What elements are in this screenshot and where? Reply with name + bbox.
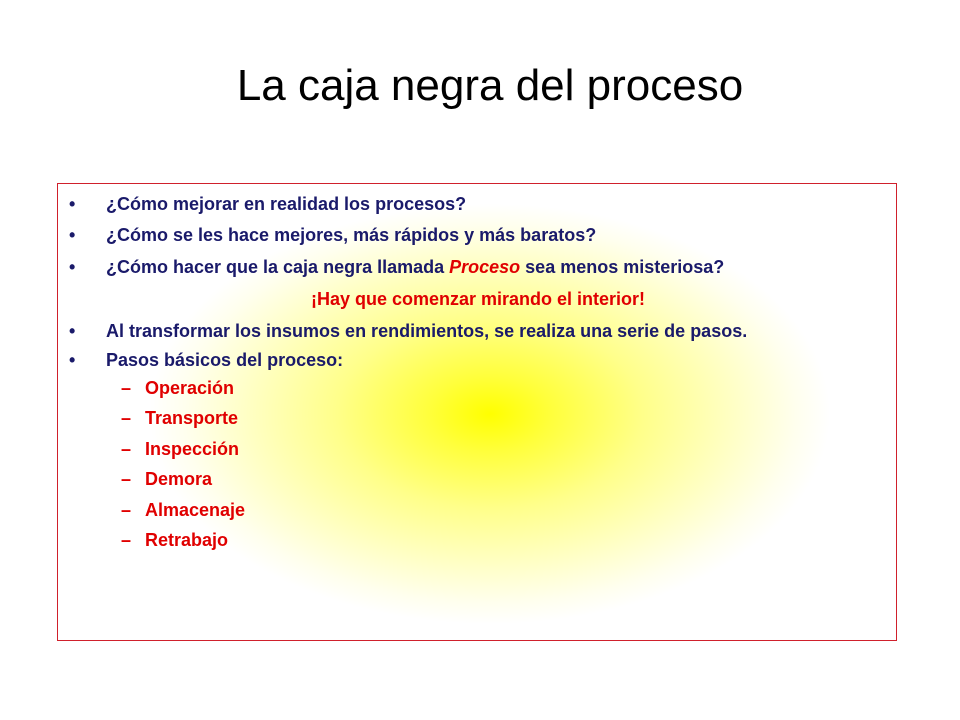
bullet-item: [65, 193, 466, 215]
slide-title: La caja negra del proceso: [236, 61, 744, 110]
dash-icon: –: [121, 408, 132, 428]
dash-icon: –: [121, 500, 132, 520]
bullet-icon: •: [69, 194, 76, 214]
bullet-text-after: sea menos misteriosa?: [520, 257, 725, 277]
dash-icon: –: [121, 378, 132, 398]
bullet-emphasis: Proceso: [449, 257, 521, 277]
step-label: Demora: [145, 469, 213, 489]
step-item: [121, 468, 212, 490]
bullet-text: Pasos básicos del proceso:: [106, 350, 344, 370]
bullet-text: Al transformar los insumos en rendimientos, se realiza una serie de pasos.: [106, 321, 748, 341]
step-item: [121, 499, 245, 521]
bullet-item: [65, 256, 724, 278]
step-item: [121, 407, 238, 429]
highlight-line: ¡Hay que comenzar mirando el interior!: [310, 289, 646, 309]
step-label: Retrabajo: [145, 530, 229, 550]
content-box: [57, 183, 897, 641]
dash-icon: –: [121, 469, 132, 489]
step-item: [121, 377, 234, 399]
bullet-text-before: ¿Cómo hacer que la caja negra llamada: [106, 257, 450, 277]
bullet-icon: •: [69, 225, 76, 245]
bullet-icon: •: [69, 257, 76, 277]
bullet-item: [65, 224, 596, 246]
bullet-icon: •: [69, 321, 76, 341]
step-label: Almacenaje: [145, 500, 246, 520]
bullet-item: [65, 349, 343, 371]
dash-icon: –: [121, 530, 132, 550]
step-label: Inspección: [145, 439, 240, 459]
bullet-item: [65, 320, 747, 342]
dash-icon: –: [121, 439, 132, 459]
bullet-text: ¿Cómo mejorar en realidad los procesos?: [106, 194, 467, 214]
step-item: [121, 438, 239, 460]
step-item: [121, 529, 228, 551]
bullet-text: ¿Cómo se les hace mejores, más rápidos y más baratos?: [106, 225, 597, 245]
step-label: Operación: [145, 378, 235, 398]
bullet-icon: •: [69, 350, 76, 370]
step-label: Transporte: [145, 408, 239, 428]
